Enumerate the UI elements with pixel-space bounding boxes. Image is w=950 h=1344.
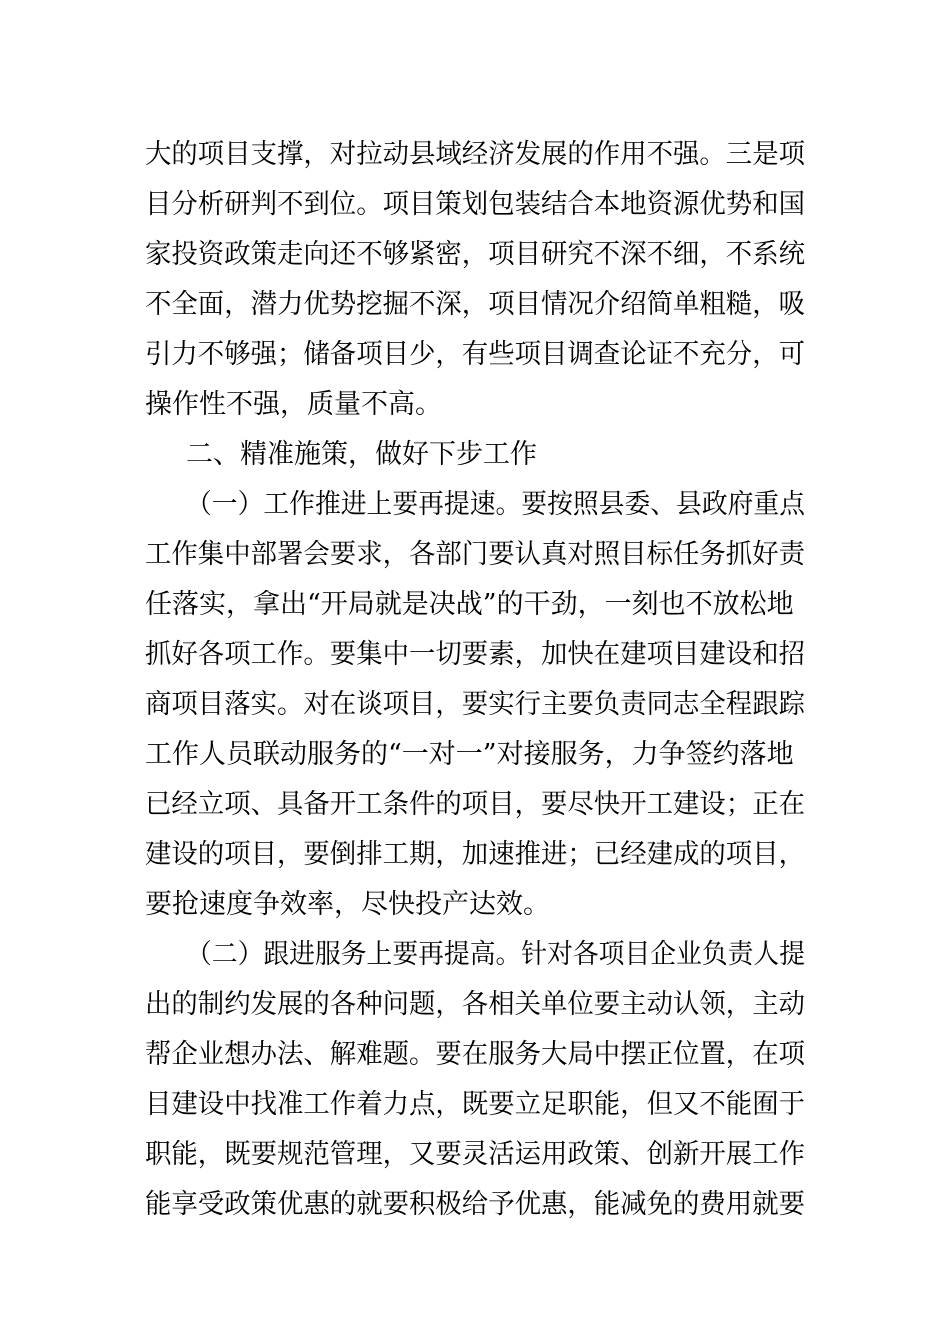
- line-text: （二）跟进服务上要再提高。针对各项目企业负责人提: [186, 939, 805, 970]
- line-text: 任落实，拿出“开局就是决战”的干劲，一刻也不放松地: [145, 589, 794, 620]
- line-text: 大的项目支撑，对拉动县域经济发展的作用不强。三是项: [145, 139, 805, 170]
- section-heading: [0, 430, 950, 480]
- text-line-14: [0, 780, 950, 830]
- text-line-16: [0, 880, 950, 930]
- text-line-10: [0, 580, 950, 630]
- text-line-22: [0, 1180, 950, 1230]
- text-line-20: [0, 1080, 950, 1130]
- line-text: （一）工作推进上要再提速。要按照县委、县政府重点: [186, 489, 805, 520]
- text-line-1: [0, 130, 950, 180]
- line-text: 工作人员联动服务的“一对一”对接服务，力争签约落地: [145, 739, 794, 770]
- line-text: 家投资政策走向还不够紧密，项目研究不深不细，不系统: [145, 239, 805, 270]
- line-text: 建设的项目，要倒排工期，加速推进；已经建成的项目，: [145, 839, 805, 870]
- text-line-8: [0, 480, 950, 530]
- line-text: 引力不够强；储备项目少，有些项目调查论证不充分，可: [145, 339, 805, 370]
- line-text: 抓好各项工作。要集中一切要素，加快在建项目建设和招: [145, 639, 805, 670]
- heading-text: 二、精准施策，做好下步工作: [186, 439, 537, 470]
- line-text: 帮企业想办法、解难题。要在服务大局中摆正位置，在项: [145, 1039, 805, 1070]
- text-line-6: [0, 380, 950, 430]
- line-text: 工作集中部署会要求，各部门要认真对照目标任务抓好责: [145, 539, 805, 570]
- line-text: 要抢速度争效率，尽快投产达效。: [145, 889, 550, 920]
- line-text: 能享受政策优惠的就要积极给予优惠，能减免的费用就要: [145, 1189, 805, 1220]
- text-line-15: [0, 830, 950, 880]
- text-line-13: [0, 730, 950, 780]
- text-line-3: [0, 230, 950, 280]
- line-text: 操作性不强，质量不高。: [145, 389, 442, 420]
- text-line-12: [0, 680, 950, 730]
- text-line-18: [0, 980, 950, 1030]
- text-line-5: [0, 330, 950, 380]
- text-line-17: [0, 930, 950, 980]
- text-line-2: [0, 180, 950, 230]
- text-line-19: [0, 1030, 950, 1080]
- line-text: 不全面，潜力优势挖掘不深，项目情况介绍简单粗糙，吸: [145, 289, 805, 320]
- text-line-21: [0, 1130, 950, 1180]
- line-text: 商项目落实。对在谈项目，要实行主要负责同志全程跟踪: [145, 689, 805, 720]
- line-text: 出的制约发展的各种问题，各相关单位要主动认领，主动: [145, 989, 805, 1020]
- line-text: 目建设中找准工作着力点，既要立足职能，但又不能囿于: [145, 1089, 805, 1120]
- line-text: 职能，既要规范管理，又要灵活运用政策、创新开展工作: [145, 1139, 805, 1170]
- text-line-4: [0, 280, 950, 330]
- text-line-11: [0, 630, 950, 680]
- line-text: 已经立项、具备开工条件的项目，要尽快开工建设；正在: [145, 789, 805, 820]
- line-text: 目分析研判不到位。项目策划包装结合本地资源优势和国: [145, 189, 805, 220]
- text-line-9: [0, 530, 950, 580]
